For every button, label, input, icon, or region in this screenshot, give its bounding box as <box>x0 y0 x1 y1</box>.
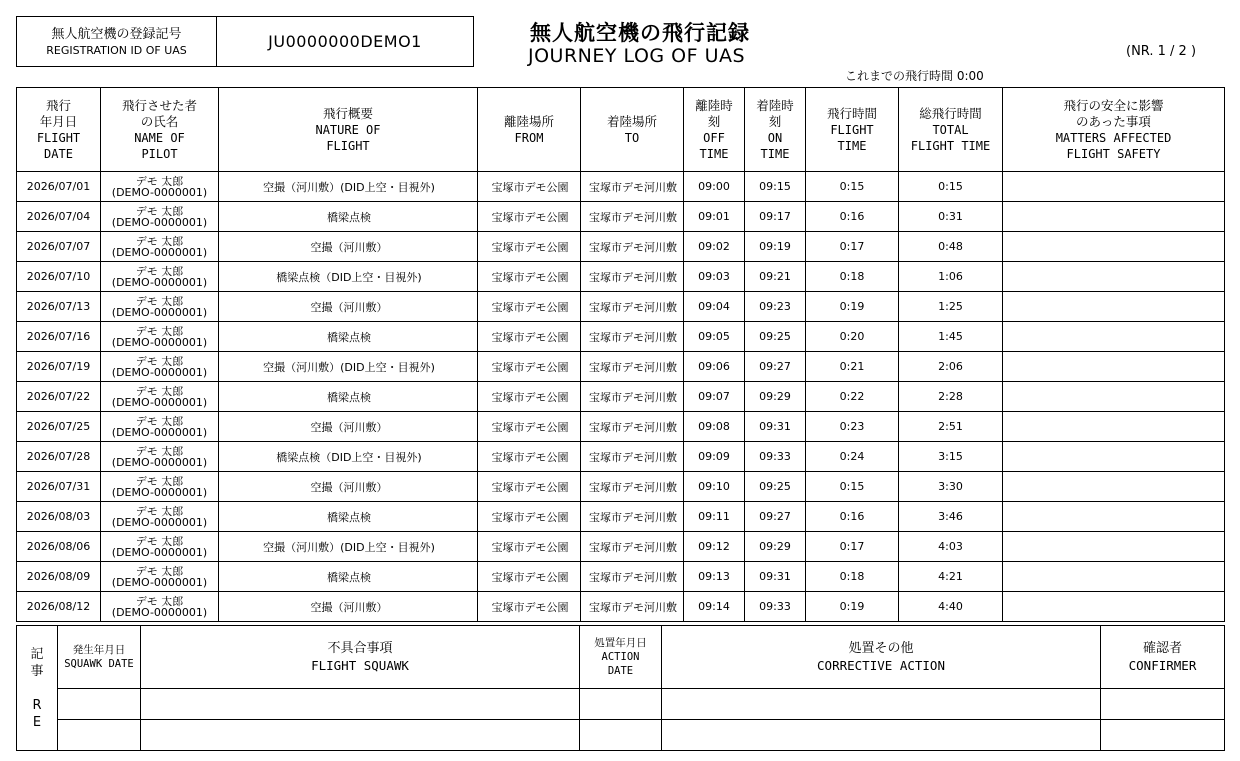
cell-total-time: 1:45 <box>899 322 1003 352</box>
col-total-header: 総飛行時間 TOTAL FLIGHT TIME <box>899 88 1003 172</box>
cell-pilot <box>101 292 219 322</box>
cell-on-time: 09:25 <box>745 322 806 352</box>
cell-to: 宝塚市デモ河川敷 <box>581 382 684 412</box>
cell-nature: 橋梁点検（DID上空・目視外) <box>219 442 478 472</box>
cell-pilot <box>101 322 219 352</box>
col-on-header: 着陸時 刻 ON TIME <box>745 88 806 172</box>
cell-matters <box>1003 412 1225 442</box>
pilot-id: (DEMO-0000001) <box>111 455 208 469</box>
remarks-table <box>16 625 1225 751</box>
cell-total-time: 0:31 <box>899 202 1003 232</box>
cell-on-time: 09:29 <box>745 532 806 562</box>
pilot-id: (DEMO-0000001) <box>111 515 208 529</box>
cell-matters <box>1003 352 1225 382</box>
cell-matters <box>1003 562 1225 592</box>
table-row <box>17 532 1225 562</box>
cell-on-time: 09:31 <box>745 562 806 592</box>
cell-off-time: 09:09 <box>684 442 745 472</box>
cell-nature: 橋梁点検 <box>219 502 478 532</box>
registration-label-en: REGISTRATION ID OF UAS <box>46 43 187 57</box>
cell-pilot <box>101 472 219 502</box>
pilot-id: (DEMO-0000001) <box>111 395 208 409</box>
cell-off-time: 09:07 <box>684 382 745 412</box>
col-to-header: 着陸場所 TO <box>581 88 684 172</box>
cell-date: 2026/07/25 <box>17 412 101 442</box>
pilot-id: (DEMO-0000001) <box>111 425 208 439</box>
remarks-side-label: 記 事 R E <box>17 626 58 751</box>
cell-from: 宝塚市デモ公園 <box>478 202 581 232</box>
cell-pilot <box>101 592 219 622</box>
cell-pilot <box>101 442 219 472</box>
cell-to: 宝塚市デモ河川敷 <box>581 532 684 562</box>
cell-nature: 空撮（河川敷） <box>219 592 478 622</box>
cell-pilot <box>101 532 219 562</box>
cell-from: 宝塚市デモ公園 <box>478 562 581 592</box>
squawk-header: 不具合事項 FLIGHT SQUAWK <box>141 626 580 689</box>
table-row <box>17 472 1225 502</box>
cell-pilot <box>101 262 219 292</box>
cell-flight-time: 0:17 <box>806 532 899 562</box>
cell-pilot <box>101 352 219 382</box>
cell-flight-time: 0:18 <box>806 562 899 592</box>
cell-matters <box>1003 322 1225 352</box>
cell-flight-time: 0:18 <box>806 262 899 292</box>
cell-off-time: 09:03 <box>684 262 745 292</box>
pilot-name: デモ 太郎 <box>135 414 184 428</box>
pilot-name: デモ 太郎 <box>135 564 184 578</box>
cell-pilot <box>101 562 219 592</box>
cell-pilot <box>101 172 219 202</box>
cell-off-time: 09:10 <box>684 472 745 502</box>
cell-on-time: 09:27 <box>745 352 806 382</box>
pilot-id: (DEMO-0000001) <box>111 365 208 379</box>
pilot-name: デモ 太郎 <box>135 594 184 608</box>
cell-matters <box>1003 442 1225 472</box>
cell-on-time: 09:17 <box>745 202 806 232</box>
pilot-name: デモ 太郎 <box>135 444 184 458</box>
cell-to: 宝塚市デモ河川敷 <box>581 232 684 262</box>
col-date-header: 飛行 年月日 FLIGHT DATE <box>17 88 101 172</box>
table-row <box>17 442 1225 472</box>
cell-flight-time: 0:15 <box>806 472 899 502</box>
table-row <box>17 172 1225 202</box>
cell-off-time: 09:14 <box>684 592 745 622</box>
cell-flight-time: 0:19 <box>806 292 899 322</box>
cell-date: 2026/07/31 <box>17 472 101 502</box>
remarks-row <box>17 720 1225 751</box>
cell-date: 2026/07/07 <box>17 232 101 262</box>
cell-pilot <box>101 232 219 262</box>
cell-total-time: 1:25 <box>899 292 1003 322</box>
cell-from: 宝塚市デモ公園 <box>478 172 581 202</box>
table-row <box>17 412 1225 442</box>
cell-date: 2026/08/12 <box>17 592 101 622</box>
cell-on-time: 09:19 <box>745 232 806 262</box>
col-from-header: 離陸場所 FROM <box>478 88 581 172</box>
pilot-name: デモ 太郎 <box>135 174 184 188</box>
cell-matters <box>1003 382 1225 412</box>
cell-flight-time: 0:16 <box>806 502 899 532</box>
corrective-action-header: 処置その他 CORRECTIVE ACTION <box>662 626 1101 689</box>
cell-total-time: 0:15 <box>899 172 1003 202</box>
cell-date: 2026/07/19 <box>17 352 101 382</box>
pilot-name: デモ 太郎 <box>135 234 184 248</box>
cell-date: 2026/07/22 <box>17 382 101 412</box>
page-number: (NR. 1 / 2 ) <box>1126 44 1197 59</box>
cell-date: 2026/07/28 <box>17 442 101 472</box>
cell-on-time: 09:25 <box>745 472 806 502</box>
table-row <box>17 562 1225 592</box>
cell-total-time: 2:28 <box>899 382 1003 412</box>
cell-on-time: 09:29 <box>745 382 806 412</box>
header-row <box>17 88 1225 172</box>
cell-to: 宝塚市デモ河川敷 <box>581 322 684 352</box>
registration-box <box>16 16 474 67</box>
remarks-header-row <box>17 626 1225 689</box>
cell-nature: 空撮（河川敷） <box>219 472 478 502</box>
cell-total-time: 3:15 <box>899 442 1003 472</box>
cell-from: 宝塚市デモ公園 <box>478 442 581 472</box>
cell-on-time: 09:33 <box>745 442 806 472</box>
flight-log-table <box>16 87 1225 622</box>
cell-total-time: 4:03 <box>899 532 1003 562</box>
cell-off-time: 09:06 <box>684 352 745 382</box>
cell-flight-time: 0:23 <box>806 412 899 442</box>
cell-date: 2026/07/10 <box>17 262 101 292</box>
cell-matters <box>1003 262 1225 292</box>
pilot-id: (DEMO-0000001) <box>111 305 208 319</box>
page-title-en: JOURNEY LOG OF UAS <box>528 45 746 67</box>
cell-to: 宝塚市デモ河川敷 <box>581 292 684 322</box>
cell-pilot <box>101 412 219 442</box>
cell-off-time: 09:08 <box>684 412 745 442</box>
pilot-id: (DEMO-0000001) <box>111 545 208 559</box>
registration-label <box>17 17 217 66</box>
cell-date: 2026/07/13 <box>17 292 101 322</box>
cell-on-time: 09:33 <box>745 592 806 622</box>
cell-nature: 空撮（河川敷） <box>219 412 478 442</box>
squawk-date-header: 発生年月日 SQUAWK DATE <box>58 626 141 689</box>
cell-total-time: 2:51 <box>899 412 1003 442</box>
table-row <box>17 202 1225 232</box>
cell-flight-time: 0:16 <box>806 202 899 232</box>
cell-to: 宝塚市デモ河川敷 <box>581 352 684 382</box>
cell-matters <box>1003 592 1225 622</box>
cell-to: 宝塚市デモ河川敷 <box>581 502 684 532</box>
cell-nature: 橋梁点検（DID上空・目視外) <box>219 262 478 292</box>
pilot-id: (DEMO-0000001) <box>111 335 208 349</box>
page-title-ja: 無人航空機の飛行記録 <box>530 21 750 45</box>
cell-nature: 橋梁点検 <box>219 202 478 232</box>
cell-nature: 空撮（河川敷）(DID上空・目視外) <box>219 352 478 382</box>
cell-matters <box>1003 292 1225 322</box>
cell-from: 宝塚市デモ公園 <box>478 292 581 322</box>
cell-off-time: 09:11 <box>684 502 745 532</box>
pilot-name: デモ 太郎 <box>135 204 184 218</box>
cell-off-time: 09:05 <box>684 322 745 352</box>
confirmer-header: 確認者 CONFIRMER <box>1101 626 1225 689</box>
cell-matters <box>1003 472 1225 502</box>
cell-nature: 橋梁点検 <box>219 562 478 592</box>
cell-matters <box>1003 502 1225 532</box>
cell-from: 宝塚市デモ公園 <box>478 262 581 292</box>
cell-pilot <box>101 202 219 232</box>
cell-pilot <box>101 502 219 532</box>
cell-to: 宝塚市デモ河川敷 <box>581 562 684 592</box>
pilot-name: デモ 太郎 <box>135 384 184 398</box>
cell-from: 宝塚市デモ公園 <box>478 592 581 622</box>
cell-from: 宝塚市デモ公園 <box>478 232 581 262</box>
pilot-id: (DEMO-0000001) <box>111 185 208 199</box>
cell-nature: 空撮（河川敷） <box>219 292 478 322</box>
cell-from: 宝塚市デモ公園 <box>478 472 581 502</box>
cell-off-time: 09:01 <box>684 202 745 232</box>
pilot-name: デモ 太郎 <box>135 504 184 518</box>
cell-date: 2026/07/16 <box>17 322 101 352</box>
registration-id: JU0000000DEMO1 <box>268 32 422 51</box>
cell-to: 宝塚市デモ河川敷 <box>581 442 684 472</box>
cell-matters <box>1003 202 1225 232</box>
col-flight-time-header: 飛行時間 FLIGHT TIME <box>806 88 899 172</box>
cell-date: 2026/08/09 <box>17 562 101 592</box>
cell-date: 2026/07/01 <box>17 172 101 202</box>
cell-on-time: 09:27 <box>745 502 806 532</box>
table-row <box>17 502 1225 532</box>
cell-flight-time: 0:24 <box>806 442 899 472</box>
cell-off-time: 09:00 <box>684 172 745 202</box>
cell-to: 宝塚市デモ河川敷 <box>581 412 684 442</box>
cell-pilot <box>101 382 219 412</box>
cell-from: 宝塚市デモ公園 <box>478 532 581 562</box>
pilot-id: (DEMO-0000001) <box>111 215 208 229</box>
cell-on-time: 09:21 <box>745 262 806 292</box>
cell-date: 2026/07/04 <box>17 202 101 232</box>
cell-off-time: 09:12 <box>684 532 745 562</box>
pilot-id: (DEMO-0000001) <box>111 605 208 619</box>
cell-total-time: 1:06 <box>899 262 1003 292</box>
cell-off-time: 09:04 <box>684 292 745 322</box>
cell-on-time: 09:15 <box>745 172 806 202</box>
col-pilot-header: 飛行させた者 の氏名 NAME OF PILOT <box>101 88 219 172</box>
table-row <box>17 322 1225 352</box>
table-row <box>17 292 1225 322</box>
cell-to: 宝塚市デモ河川敷 <box>581 592 684 622</box>
col-nature-header: 飛行概要 NATURE OF FLIGHT <box>219 88 478 172</box>
pilot-id: (DEMO-0000001) <box>111 245 208 259</box>
cell-total-time: 3:46 <box>899 502 1003 532</box>
cell-to: 宝塚市デモ河川敷 <box>581 202 684 232</box>
pilot-name: デモ 太郎 <box>135 294 184 308</box>
cell-matters <box>1003 172 1225 202</box>
remarks-row <box>17 689 1225 720</box>
table-row <box>17 382 1225 412</box>
cell-flight-time: 0:20 <box>806 322 899 352</box>
table-row <box>17 262 1225 292</box>
cell-flight-time: 0:17 <box>806 232 899 262</box>
cell-to: 宝塚市デモ河川敷 <box>581 472 684 502</box>
cell-total-time: 4:21 <box>899 562 1003 592</box>
cell-nature: 橋梁点検 <box>219 382 478 412</box>
pilot-id: (DEMO-0000001) <box>111 485 208 499</box>
col-matters-header: 飛行の安全に影響 のあった事項 MATTERS AFFECTED FLIGHT SAFETY <box>1003 88 1225 172</box>
pilot-id: (DEMO-0000001) <box>111 575 208 589</box>
cell-date: 2026/08/06 <box>17 532 101 562</box>
cell-flight-time: 0:22 <box>806 382 899 412</box>
action-date-header: 処置年月日 ACTION DATE <box>580 626 662 689</box>
cell-on-time: 09:31 <box>745 412 806 442</box>
table-row <box>17 592 1225 622</box>
cell-total-time: 3:30 <box>899 472 1003 502</box>
cell-total-time: 4:40 <box>899 592 1003 622</box>
cell-flight-time: 0:15 <box>806 172 899 202</box>
cell-flight-time: 0:21 <box>806 352 899 382</box>
cell-from: 宝塚市デモ公園 <box>478 382 581 412</box>
cell-date: 2026/08/03 <box>17 502 101 532</box>
cell-to: 宝塚市デモ河川敷 <box>581 172 684 202</box>
cell-nature: 空撮（河川敷）(DID上空・目視外) <box>219 532 478 562</box>
cell-to: 宝塚市デモ河川敷 <box>581 262 684 292</box>
cell-matters <box>1003 232 1225 262</box>
cell-from: 宝塚市デモ公園 <box>478 502 581 532</box>
cell-nature: 空撮（河川敷） <box>219 232 478 262</box>
table-row <box>17 232 1225 262</box>
cell-total-time: 2:06 <box>899 352 1003 382</box>
cell-from: 宝塚市デモ公園 <box>478 412 581 442</box>
previous-flight-time: これまでの飛行時間 0:00 <box>845 69 984 83</box>
col-off-header: 離陸時 刻 OFF TIME <box>684 88 745 172</box>
pilot-name: デモ 太郎 <box>135 534 184 548</box>
cell-from: 宝塚市デモ公園 <box>478 322 581 352</box>
cell-off-time: 09:02 <box>684 232 745 262</box>
registration-label-ja: 無人航空機の登録記号 <box>51 26 182 42</box>
pilot-name: デモ 太郎 <box>135 474 184 488</box>
cell-off-time: 09:13 <box>684 562 745 592</box>
table-row <box>17 352 1225 382</box>
cell-on-time: 09:23 <box>745 292 806 322</box>
cell-nature: 橋梁点検 <box>219 322 478 352</box>
cell-matters <box>1003 532 1225 562</box>
cell-from: 宝塚市デモ公園 <box>478 352 581 382</box>
cell-nature: 空撮（河川敷）(DID上空・目視外) <box>219 172 478 202</box>
pilot-id: (DEMO-0000001) <box>111 275 208 289</box>
cell-flight-time: 0:19 <box>806 592 899 622</box>
pilot-name: デモ 太郎 <box>135 354 184 368</box>
pilot-name: デモ 太郎 <box>135 264 184 278</box>
pilot-name: デモ 太郎 <box>135 324 184 338</box>
cell-total-time: 0:48 <box>899 232 1003 262</box>
